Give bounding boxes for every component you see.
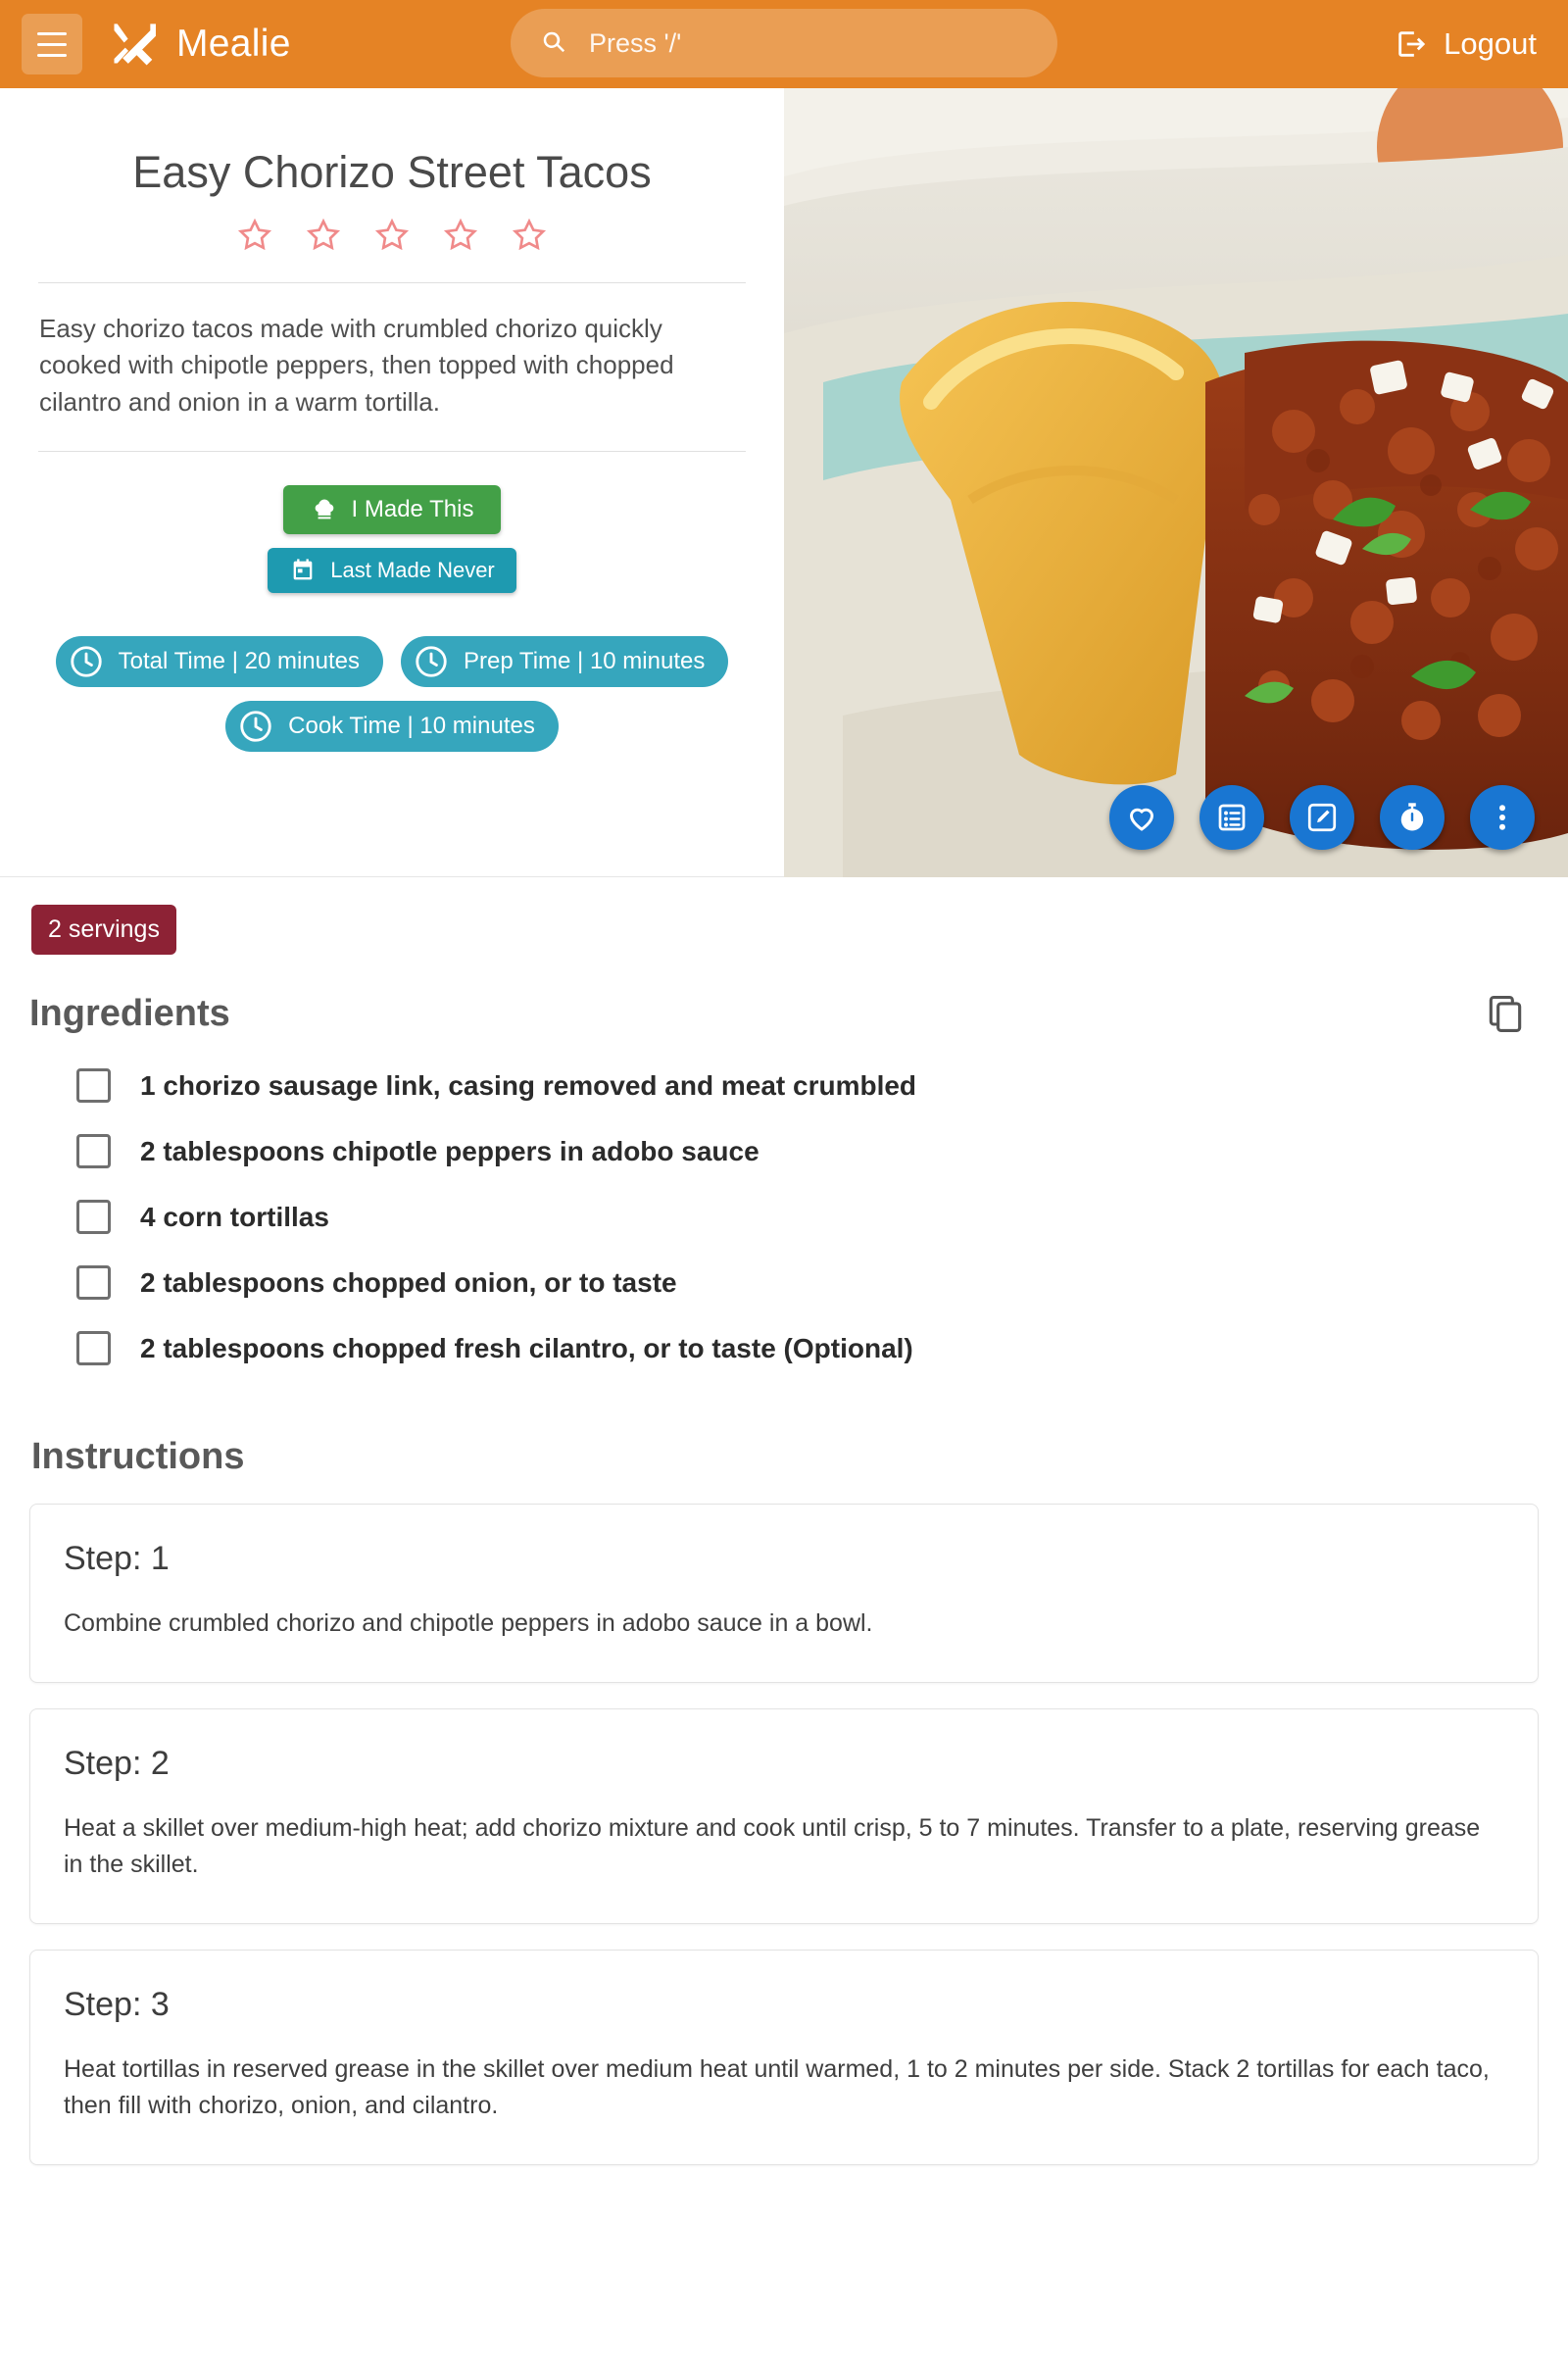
rating-star-2[interactable]: [304, 216, 343, 255]
ingredient-checkbox[interactable]: [76, 1200, 111, 1234]
ingredient-item[interactable]: [29, 1053, 1539, 1118]
timer-button[interactable]: [1380, 785, 1445, 850]
ingredient-label: 1 chorizo sausage link, casing removed and meat crumbled: [140, 1069, 917, 1101]
more-options-button[interactable]: [1470, 785, 1535, 850]
cook-time-label: Cook Time | 10 minutes: [288, 712, 535, 739]
ingredient-checkbox[interactable]: [76, 1134, 111, 1168]
recipe-image: [784, 88, 1568, 877]
rating-star-3[interactable]: [372, 216, 412, 255]
hamburger-icon[interactable]: [22, 14, 82, 74]
ingredients-header: [29, 992, 1539, 1035]
list-icon: [1214, 800, 1250, 835]
servings-badge[interactable]: 2 servings: [31, 905, 176, 955]
ingredient-checkbox[interactable]: [76, 1331, 111, 1365]
recipe-action-buttons: [1109, 785, 1535, 850]
ingredient-checkbox[interactable]: [76, 1068, 111, 1103]
search-icon: [540, 28, 569, 58]
recipe-hero: [0, 88, 1568, 877]
search-input[interactable]: [587, 27, 1028, 60]
instructions-list: [29, 1504, 1539, 2165]
cook-time-chip: [225, 701, 559, 752]
step-title: Step: 3: [64, 1985, 170, 2023]
chef-hat-icon: [311, 496, 338, 523]
favorite-button[interactable]: [1109, 785, 1174, 850]
logout-button[interactable]: [1395, 26, 1546, 62]
recipe-summary-panel: [0, 88, 784, 877]
prep-time-label: Prep Time | 10 minutes: [464, 647, 706, 674]
divider-bottom: [38, 451, 746, 452]
last-made-button[interactable]: [268, 548, 516, 593]
instructions-title: Instructions: [31, 1436, 245, 1477]
brand[interactable]: [108, 19, 291, 70]
copy-icon[interactable]: [1484, 992, 1527, 1035]
timer-icon: [1395, 800, 1430, 835]
ingredient-item[interactable]: [29, 1184, 1539, 1250]
clock-icon: [237, 708, 274, 745]
last-made-label: Last Made Never: [330, 557, 495, 582]
logout-label: Logout: [1444, 26, 1537, 61]
shopping-list-button[interactable]: [1200, 785, 1264, 850]
pencil-square-icon: [1304, 800, 1340, 835]
ingredient-label: 4 corn tortillas: [140, 1201, 329, 1232]
dots-vertical-icon: [1485, 800, 1520, 835]
rating-star-5[interactable]: [510, 216, 549, 255]
i-made-this-button[interactable]: [283, 485, 502, 534]
recipe-body: [0, 877, 1568, 2230]
ingredient-item[interactable]: [29, 1250, 1539, 1315]
made-actions: [33, 485, 751, 593]
step-text: Combine crumbled chorizo and chipotle peppers in adobo sauce in a bowl.: [64, 1609, 873, 1637]
clock-icon: [68, 643, 105, 680]
recipe-description: Easy chorizo tacos made with crumbled chorizo quickly cooked with chipotle peppers, then topped with chopped cilantro and onion in a warm tortilla.: [39, 313, 674, 418]
recipe-photo: [784, 88, 1568, 877]
clock-icon: [413, 643, 450, 680]
ingredient-label: 2 tablespoons chipotle peppers in adobo sauce: [140, 1135, 760, 1166]
step-title: Step: 2: [64, 1744, 170, 1782]
instruction-step[interactable]: [29, 1950, 1539, 2165]
edit-button[interactable]: [1290, 785, 1354, 850]
i-made-this-label: I Made This: [351, 495, 474, 522]
total-time-label: Total Time | 20 minutes: [118, 647, 360, 674]
heart-icon: [1124, 800, 1159, 835]
logout-icon: [1395, 27, 1428, 61]
total-time-chip: [56, 636, 383, 687]
fork-knife-logo: [108, 19, 159, 70]
rating-stars[interactable]: [33, 216, 751, 255]
search-bar[interactable]: [511, 9, 1057, 77]
step-text: Heat tortillas in reserved grease in the skillet over medium heat until warmed, 1 to 2 minutes per side. Stack 2 tortillas for each taco, then fill with chorizo, onion, and cilantro.: [64, 2054, 1490, 2119]
instruction-step[interactable]: [29, 1708, 1539, 1924]
page-title: Easy Chorizo Street Tacos: [132, 147, 652, 197]
app-title: Mealie: [176, 23, 291, 65]
ingredient-label: 2 tablespoons chopped onion, or to taste: [140, 1266, 677, 1298]
step-title: Step: 1: [64, 1540, 170, 1577]
instruction-step[interactable]: [29, 1504, 1539, 1683]
ingredient-item[interactable]: [29, 1315, 1539, 1381]
step-text: Heat a skillet over medium-high heat; add chorizo mixture and cook until crisp, 5 to 7 minutes. Transfer to a plate, reserving grease in the skillet.: [64, 1813, 1481, 1878]
prep-time-chip: [401, 636, 728, 687]
time-chips: [33, 636, 751, 752]
rating-star-4[interactable]: [441, 216, 480, 255]
calendar-icon: [289, 557, 317, 584]
ingredient-checkbox[interactable]: [76, 1265, 111, 1300]
ingredients-list: [29, 1053, 1539, 1381]
ingredient-label: 2 tablespoons chopped fresh cilantro, or to taste (Optional): [140, 1332, 913, 1363]
ingredient-item[interactable]: [29, 1118, 1539, 1184]
app-bar: [0, 0, 1568, 88]
ingredients-title: Ingredients: [29, 992, 230, 1034]
rating-star-1[interactable]: [235, 216, 274, 255]
